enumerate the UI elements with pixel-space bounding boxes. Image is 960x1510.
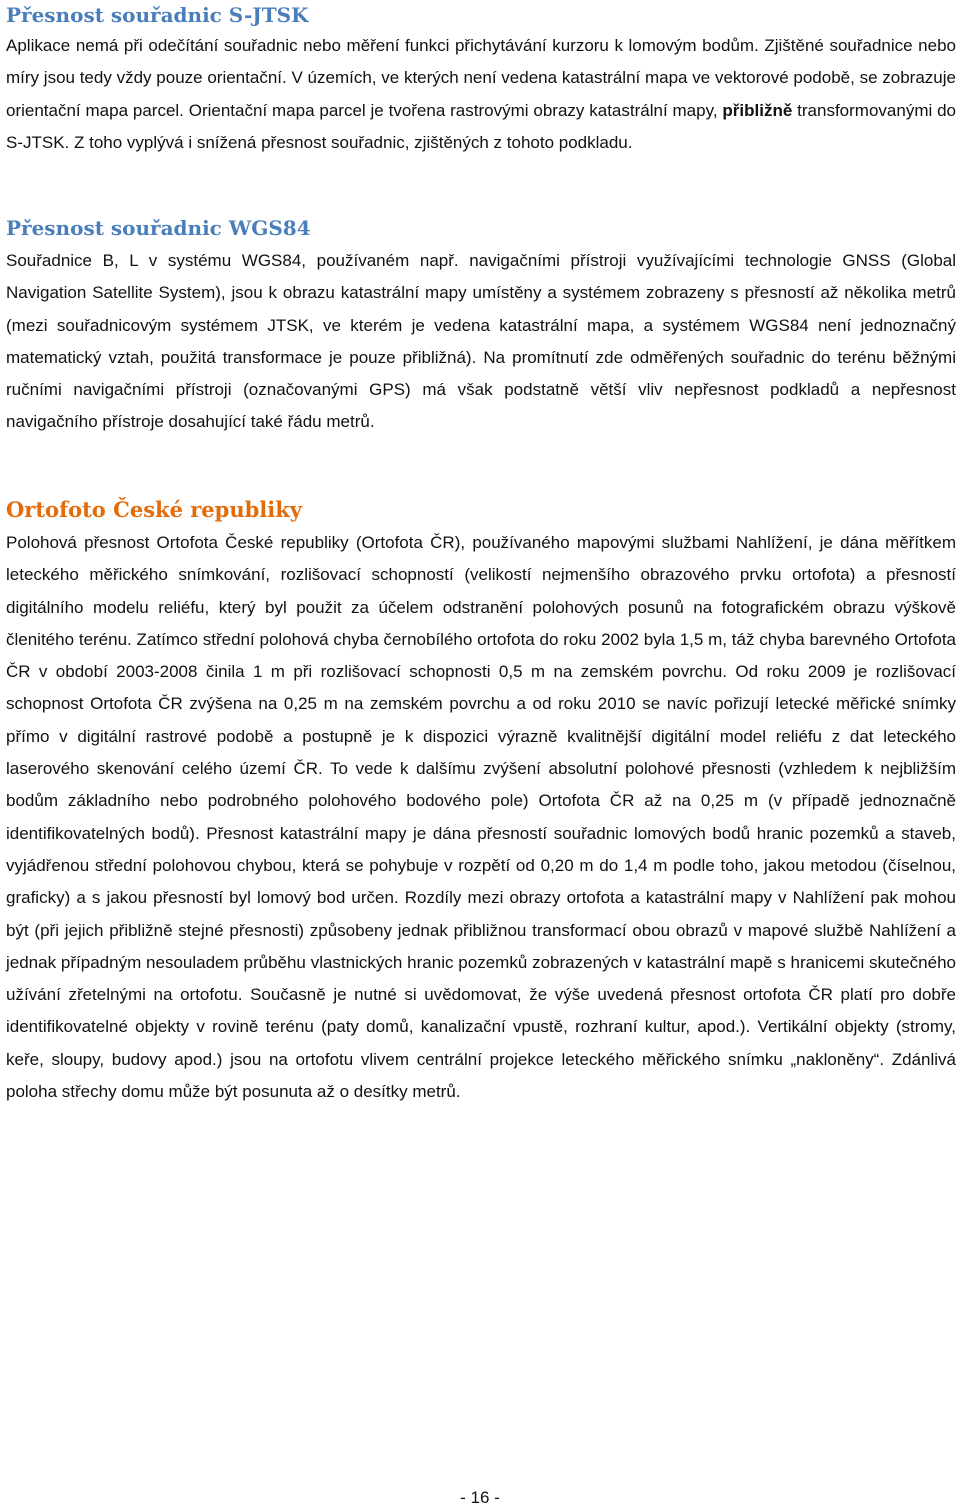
- section-paragraph-ortofoto: Polohová přesnost Ortofota České republiky (Ortofota ČR), používaného mapovými službami Nahlížení, je dána měřítkem leteckého měřického snímkování, rozlišovací schopností (velikostí nejmenšího obrazového prvku ortofota) a přesností digitálního modelu reliéfu, který byl použit za účelem odstranění polohových posunů na fotografickém obrazu výškově členitého terénu. Zatímco střední polohová chyba černobílého ortofota do roku 2002 byla 1,5 m, táž chyba barevného Ortofota ČR v období 2003-2008 činila 1 m při rozlišovací schopnosti 0,5 m na zemském povrchu. Od roku 2009 je rozlišovací schopnost Ortofota ČR zvýšena na 0,25 m na zemském povrchu a od roku 2010 se navíc pořizují letecké měřické snímky přímo v digitální rastrové podobě a postupně je k dispozici výrazně kvalitnější digitální model reliéfu z dat leteckého laserového skenování celého území ČR. To vede k dalšímu zvýšení absolutní polohové přesnosti (vzhledem k nejbližším bodům základního nebo podrobného polohového bodového pole) Ortofota ČR až na 0,25 m (v případě jednoznačně identifikovatelných bodů). Přesnost katastrální mapy je dána přesností souřadnic lomových bodů hranic pozemků a staveb, vyjádřenou střední polohovou chybou, která se pohybuje v rozpětí od 0,20 m do 1,4 m podle toho, jakou metodou (číselnou, graficky) a s jakou přesností byl lomový bod určen. Rozdíly mezi obrazy ortofota a katastrální mapy v Nahlížení pak mohou být (při jejich přibližně stejné přesnosti) způsobeny jednak přibližnou transformací obou obrazů v mapové službě Nahlížení a jednak případným nesouladem průběhu vlastnických hranic pozemků zobrazených v katastrální mapě s hranicemi skutečného užívání zřetelnými na ortofotu. Současně je nutné si uvědomovat, že výše uvedená přesnost ortofota ČR platí pro dobře identifikovatelné objekty v rovině terénu (paty domů, kanalizační vpustě, rozhraní kultur, apod.). Vertikální objekty (stromy, keře, sloupy, budovy apod.) jsou na ortofotu vlivem centrální projekce leteckého měřického snímku „nakloněny“. Zdánlivá poloha střechy domu může být posunuta až o desítky metrů.: [6, 533, 956, 1102]
- section-paragraph-sjtsk: [6, 30, 956, 159]
- bold-emphasis: přibližně: [722, 100, 793, 120]
- page-number: - 16 -: [460, 1488, 500, 1507]
- paragraph-text: Aplikace nemá při odečítání souřadnic nebo měření funkci přichytávání kurzoru k lomovým bodům. Zjištěné souřadnice nebo míry jsou tedy vždy pouze orientační. V územích, ve kterých není vedena katastrální mapa ve vektorové podobě, se zobrazuje orientační mapa parcel. Orientační mapa parcel je tvořena rastrovými obrazy katastrální mapy,: [6, 36, 956, 120]
- section-paragraph-wgs84: Souřadnice B, L v systému WGS84, používaném např. navigačními přístroji využívajícími technologie GNSS (Global Navigation Satellite System), jsou k obrazu katastrální mapy umístěny a systémem zobrazeny s přesností až několika metrů (mezi souřadnicovým systémem JTSK, ve kterém je vedena katastrální mapa, a systémem WGS84 není jednoznačný matematický vztah, použitá transformace je pouze přibližná). Na promítnutí zde odměřených souřadnic do terénu běžnými ručními navigačními přístroji (označovanými GPS) má však podstatně větší vliv nepřesnost podkladů a nepřesnost navigačního přístroje dosahující také řádu metrů.: [6, 251, 956, 432]
- section-heading-wgs84: Přesnost souřadnic WGS84: [6, 216, 311, 240]
- paragraph-text: transformovanými do S-JTSK. Z toho vyplývá i snížená přesnost souřadnic, zjištěných z tohoto podkladu.: [6, 100, 957, 152]
- section-heading-ortofoto: Ortofoto České republiky: [6, 497, 303, 522]
- section-heading-sjtsk: Přesnost souřadnic S-JTSK: [6, 3, 309, 27]
